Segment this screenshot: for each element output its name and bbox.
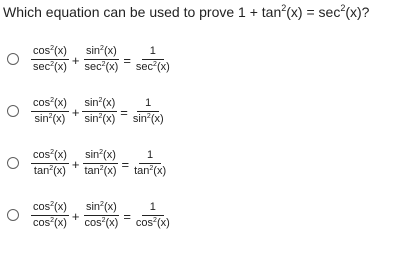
equals-sign: = bbox=[121, 156, 130, 172]
function-name: cos bbox=[33, 200, 51, 213]
plus-sign: + bbox=[71, 208, 80, 224]
argument: (x) bbox=[105, 216, 119, 229]
exponent: 2 bbox=[50, 200, 55, 208]
exponent: 2 bbox=[98, 96, 103, 104]
answer-option-2[interactable] bbox=[0, 89, 400, 133]
denominator bbox=[131, 112, 166, 126]
fraction-one-over-cos bbox=[134, 201, 172, 230]
function-name: cos bbox=[33, 148, 51, 161]
answer-option-1[interactable] bbox=[0, 37, 400, 81]
question-mid: (x) = sec bbox=[286, 4, 341, 20]
exponent: 2 bbox=[100, 200, 104, 208]
equation-1 bbox=[31, 39, 172, 79]
argument: (x) bbox=[153, 164, 167, 177]
argument: (x) bbox=[156, 60, 170, 73]
argument: (x) bbox=[54, 216, 67, 229]
equation-3 bbox=[31, 143, 168, 183]
argument: (x) bbox=[102, 96, 116, 109]
exponent: 2 bbox=[50, 148, 55, 156]
exponent: 2 bbox=[146, 112, 151, 120]
argument: (x) bbox=[103, 148, 116, 161]
equation-4 bbox=[31, 195, 172, 235]
numerator bbox=[31, 201, 69, 216]
argument: (x) bbox=[54, 44, 67, 57]
answer-option-4[interactable] bbox=[0, 193, 400, 237]
numerator bbox=[83, 149, 118, 164]
exponent: 2 bbox=[100, 44, 104, 52]
function-name: cos bbox=[135, 216, 154, 229]
question-text bbox=[3, 3, 369, 21]
fraction-one-over-sec bbox=[134, 45, 172, 74]
fraction-sin-over-cos bbox=[82, 201, 120, 230]
radio-button-4[interactable] bbox=[7, 209, 19, 221]
numerator bbox=[82, 97, 117, 112]
argument: (x) bbox=[54, 200, 67, 213]
denominator bbox=[82, 112, 117, 126]
exponent: 2 bbox=[98, 112, 103, 120]
equals-sign: = bbox=[123, 52, 131, 68]
function-name: tan bbox=[134, 164, 150, 177]
numerator: 1 bbox=[142, 201, 164, 216]
fraction-one-over-tan bbox=[132, 149, 168, 178]
function-name: sec bbox=[84, 60, 102, 73]
numerator: 1 bbox=[142, 45, 164, 60]
function-name: sin bbox=[85, 148, 100, 161]
denominator bbox=[31, 60, 69, 74]
function-name: sin bbox=[34, 112, 49, 125]
argument: (x) bbox=[54, 60, 67, 73]
function-name: tan bbox=[33, 164, 50, 177]
numerator bbox=[31, 149, 69, 164]
answer-option-3[interactable] bbox=[0, 141, 400, 185]
fraction-cos-over-tan bbox=[31, 149, 69, 178]
argument: (x) bbox=[150, 112, 164, 125]
exponent: 2 bbox=[50, 216, 55, 224]
argument: (x) bbox=[103, 44, 117, 57]
exponent: 2 bbox=[99, 148, 104, 156]
exponent: 2 bbox=[49, 164, 54, 172]
equals-sign: = bbox=[123, 208, 131, 224]
denominator bbox=[33, 112, 68, 126]
function-name: cos bbox=[33, 96, 51, 109]
fraction-cos-over-sec bbox=[31, 45, 69, 74]
argument: (x) bbox=[54, 96, 67, 109]
exponent: 2 bbox=[50, 60, 55, 68]
denominator bbox=[82, 164, 118, 178]
argument: (x) bbox=[105, 60, 119, 73]
argument: (x) bbox=[52, 112, 66, 125]
question-suffix: (x)? bbox=[345, 4, 370, 20]
denominator bbox=[82, 60, 120, 74]
function-name: sin bbox=[132, 112, 147, 125]
exponent: 2 bbox=[101, 216, 106, 224]
argument: (x) bbox=[103, 164, 117, 177]
denominator bbox=[31, 216, 69, 230]
radio-button-2[interactable] bbox=[7, 105, 19, 117]
exponent: 2 bbox=[153, 60, 157, 68]
radio-button-1[interactable] bbox=[7, 53, 19, 65]
numerator bbox=[84, 201, 119, 216]
numerator: 1 bbox=[137, 97, 159, 112]
question-exponent-1: 2 bbox=[281, 3, 287, 13]
function-name: cos bbox=[33, 44, 51, 57]
function-name: sin bbox=[84, 112, 99, 125]
plus-sign: + bbox=[71, 156, 80, 172]
function-name: cos bbox=[33, 216, 51, 229]
denominator bbox=[134, 216, 172, 230]
plus-sign: + bbox=[71, 104, 80, 120]
exponent: 2 bbox=[50, 44, 55, 52]
equation-2 bbox=[31, 91, 166, 131]
radio-button-3[interactable] bbox=[7, 157, 19, 169]
question-prefix: Which equation can be used to prove 1 + tan bbox=[3, 4, 282, 20]
exponent: 2 bbox=[101, 60, 106, 68]
function-name: sin bbox=[85, 200, 101, 213]
function-name: sec bbox=[135, 60, 154, 73]
exponent: 2 bbox=[50, 96, 55, 104]
argument: (x) bbox=[54, 148, 67, 161]
function-name: sin bbox=[84, 96, 99, 109]
numerator bbox=[31, 97, 69, 112]
equals-sign: = bbox=[120, 104, 128, 120]
argument: (x) bbox=[103, 200, 117, 213]
denominator bbox=[82, 216, 120, 230]
fraction-sin-over-tan bbox=[82, 149, 118, 178]
fraction-cos-over-cos bbox=[31, 201, 69, 230]
denominator bbox=[134, 60, 172, 74]
denominator bbox=[32, 164, 68, 178]
question-exponent-2: 2 bbox=[340, 3, 346, 13]
denominator bbox=[132, 164, 168, 178]
fraction-one-over-sin bbox=[131, 97, 166, 126]
plus-sign: + bbox=[71, 52, 80, 68]
exponent: 2 bbox=[149, 164, 154, 172]
fraction-sin-over-sec bbox=[82, 45, 120, 74]
argument: (x) bbox=[102, 112, 116, 125]
numerator bbox=[84, 45, 119, 60]
argument: (x) bbox=[156, 216, 170, 229]
fraction-sin-over-sin bbox=[82, 97, 117, 126]
fraction-cos-over-sin bbox=[31, 97, 69, 126]
function-name: tan bbox=[84, 164, 100, 177]
function-name: sin bbox=[85, 44, 101, 57]
exponent: 2 bbox=[99, 164, 104, 172]
function-name: cos bbox=[84, 216, 102, 229]
argument: (x) bbox=[53, 164, 66, 177]
numerator bbox=[31, 45, 69, 60]
numerator: 1 bbox=[139, 149, 161, 164]
function-name: sec bbox=[33, 60, 51, 73]
exponent: 2 bbox=[48, 112, 53, 120]
exponent: 2 bbox=[153, 216, 157, 224]
